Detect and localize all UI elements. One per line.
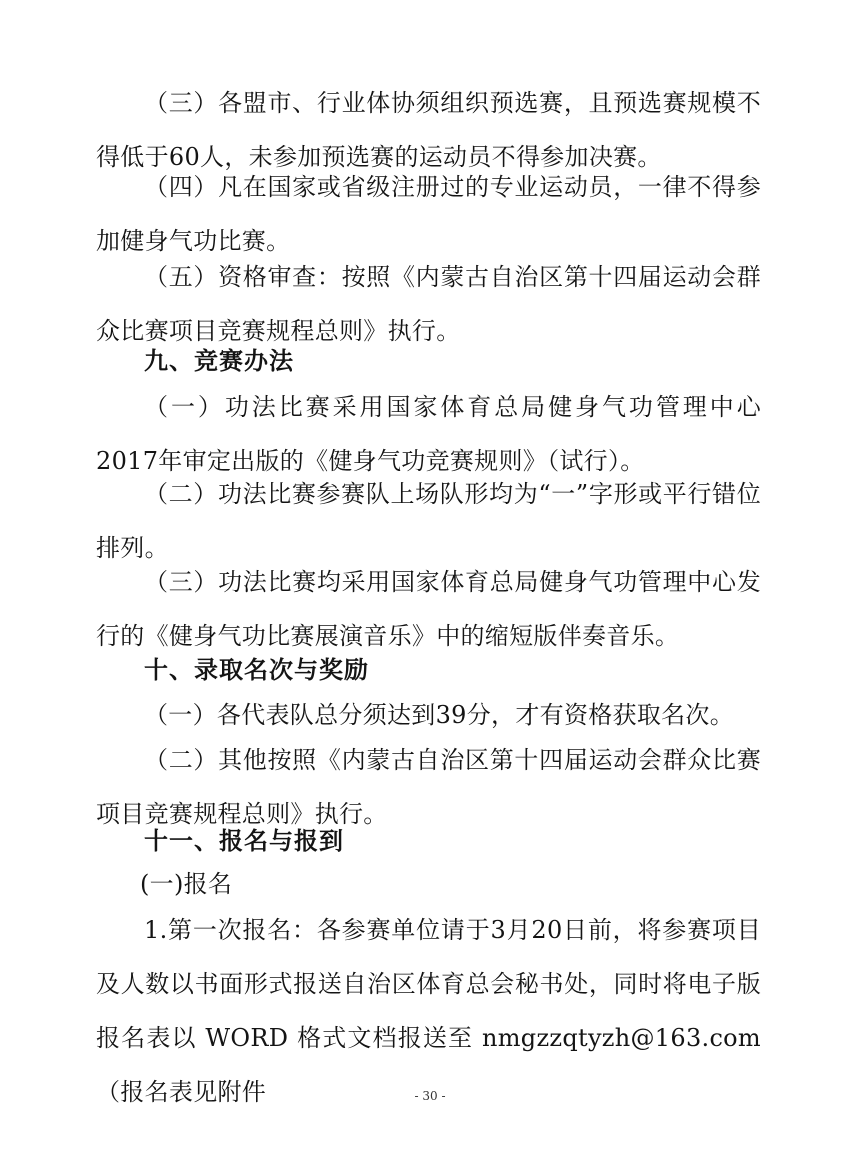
section-heading-ranking-awards: 十、录取名次与奖励	[144, 656, 369, 684]
subheading-registration: (一)报名	[140, 870, 233, 898]
section-heading-registration: 十一、报名与报到	[144, 827, 344, 855]
paragraph-ranking-1: （一）各代表队总分须达到39分，才有资格获取名次。	[144, 701, 735, 729]
paragraph-method-1: （一）功法比赛采用国家体育总局健身气功管理中心2017年审定出版的《健身气功竞赛规则》（试行）。	[96, 393, 761, 475]
paragraph-method-3: （三）功法比赛均采用国家体育总局健身气功管理中心发行的《健身气功比赛展演音乐》中的缩短版伴奏音乐。	[96, 568, 761, 650]
paragraph-registration-1: 1.第一次报名：各参赛单位请于3月20日前，将参赛项目及人数以书面形式报送自治区体育总会秘书处，同时将电子版报名表以 WORD 格式文档报送至 nmgzzqtyzh@163.com（报名表见附件	[96, 916, 761, 1106]
paragraph-ranking-2: （二）其他按照《内蒙古自治区第十四届运动会群众比赛项目竞赛规程总则》执行。	[96, 746, 761, 828]
page-number: - 30 -	[414, 1089, 446, 1103]
paragraph-method-2: （二）功法比赛参赛队上场队形均为“一”字形或平行错位排列。	[96, 480, 761, 562]
section-heading-competition-method: 九、竞赛办法	[144, 347, 294, 375]
paragraph-qualification-5: （五）资格审查：按照《内蒙古自治区第十四届运动会群众比赛项目竞赛规程总则》执行。	[96, 263, 761, 345]
paragraph-qualification-4: （四）凡在国家或省级注册过的专业运动员，一律不得参加健身气功比赛。	[96, 173, 761, 255]
paragraph-qualification-3: （三）各盟市、行业体协须组织预选赛，且预选赛规模不得低于60人，未参加预选赛的运动员不得参加决赛。	[96, 89, 761, 171]
